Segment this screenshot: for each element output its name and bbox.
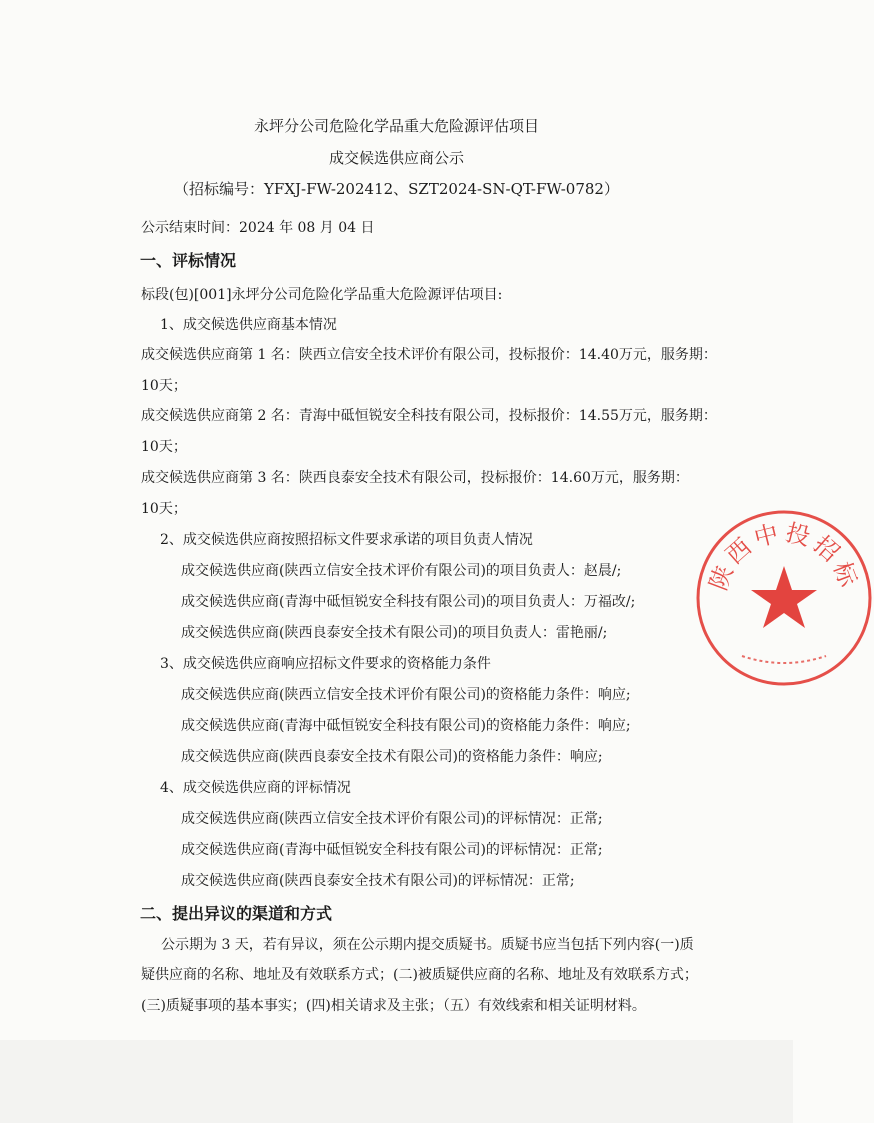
lot-line: 标段(包)[001]永坪分公司危险化学品重大危险源评估项目: (141, 287, 503, 303)
objection-para-line1: 公示期为 3 天，若有异议，须在公示期内提交质疑书。质疑书应当包括下列内容(一)质 (161, 937, 694, 953)
rank3-line1: 成交候选供应商第 3 名：陕西良泰安全技术有限公司，投标报价：14.60万元，服务期： (141, 470, 689, 486)
doc-title-line2: 成交候选供应商公示 (328, 149, 464, 167)
doc-title-line1: 永坪分公司危险化学品重大危险源评估项目 (253, 117, 539, 135)
seal-text: 陕西中投招标 (704, 518, 864, 595)
sub3-title: 3、成交候选供应商响应招标文件要求的资格能力条件 (160, 656, 491, 672)
list-item: 成交候选供应商(陕西立信安全技术评价有限公司)的资格能力条件：响应; (181, 687, 631, 703)
rank1-line1: 成交候选供应商第 1 名：陕西立信安全技术评价有限公司，投标报价：14.40万元，服务期： (141, 347, 717, 363)
section1-heading: 一、评标情况 (140, 251, 237, 270)
list-item: 成交候选供应商(青海中砥恒锐安全科技有限公司)的资格能力条件：响应; (181, 718, 631, 734)
seal-lower-marks (742, 656, 826, 663)
list-item: 成交候选供应商(陕西良泰安全技术有限公司)的项目负责人：雷艳丽/; (181, 625, 608, 641)
rank2-line2: 10天； (141, 439, 187, 455)
tender-code: （招标编号：YFXJ-FW-202412、SZT2024-SN-QT-FW-0782） (174, 180, 619, 198)
rank3-line2: 10天； (141, 501, 187, 517)
rank1-line2: 10天； (141, 378, 187, 394)
objection-para-line3: (三)质疑事项的基本事实；(四)相关请求及主张；（五）有效线索和相关证明材料。 (141, 998, 646, 1014)
list-item: 成交候选供应商(陕西良泰安全技术有限公司)的评标情况：正常; (181, 873, 575, 889)
sub4-title: 4、成交候选供应商的评标情况 (160, 780, 351, 796)
section2-heading: 二、提出异议的渠道和方式 (140, 904, 333, 923)
list-item: 成交候选供应商(陕西立信安全技术评价有限公司)的项目负责人：赵晨/; (181, 563, 622, 579)
list-item: 成交候选供应商(青海中砥恒锐安全科技有限公司)的项目负责人：万福改/; (181, 594, 636, 610)
publicity-end-time: 公示结束时间：2024 年 08 月 04 日 (141, 220, 375, 236)
seal-star-icon (751, 566, 817, 628)
list-item: 成交候选供应商(陕西立信安全技术评价有限公司)的评标情况：正常; (181, 811, 603, 827)
objection-para-line2: 疑供应商的名称、地址及有效联系方式；(二)被质疑供应商的名称、地址及有效联系方式； (141, 967, 698, 983)
sub1-title: 1、成交候选供应商基本情况 (160, 317, 337, 333)
page-bottom-band (0, 1040, 793, 1123)
list-item: 成交候选供应商(青海中砥恒锐安全科技有限公司)的评标情况：正常; (181, 842, 603, 858)
rank2-line1: 成交候选供应商第 2 名：青海中砥恒锐安全科技有限公司，投标报价：14.55万元，服务期： (141, 408, 717, 424)
sub2-title: 2、成交候选供应商按照招标文件要求承诺的项目负责人情况 (160, 532, 533, 548)
official-seal (694, 508, 874, 688)
list-item: 成交候选供应商(陕西良泰安全技术有限公司)的资格能力条件：响应; (181, 749, 603, 765)
